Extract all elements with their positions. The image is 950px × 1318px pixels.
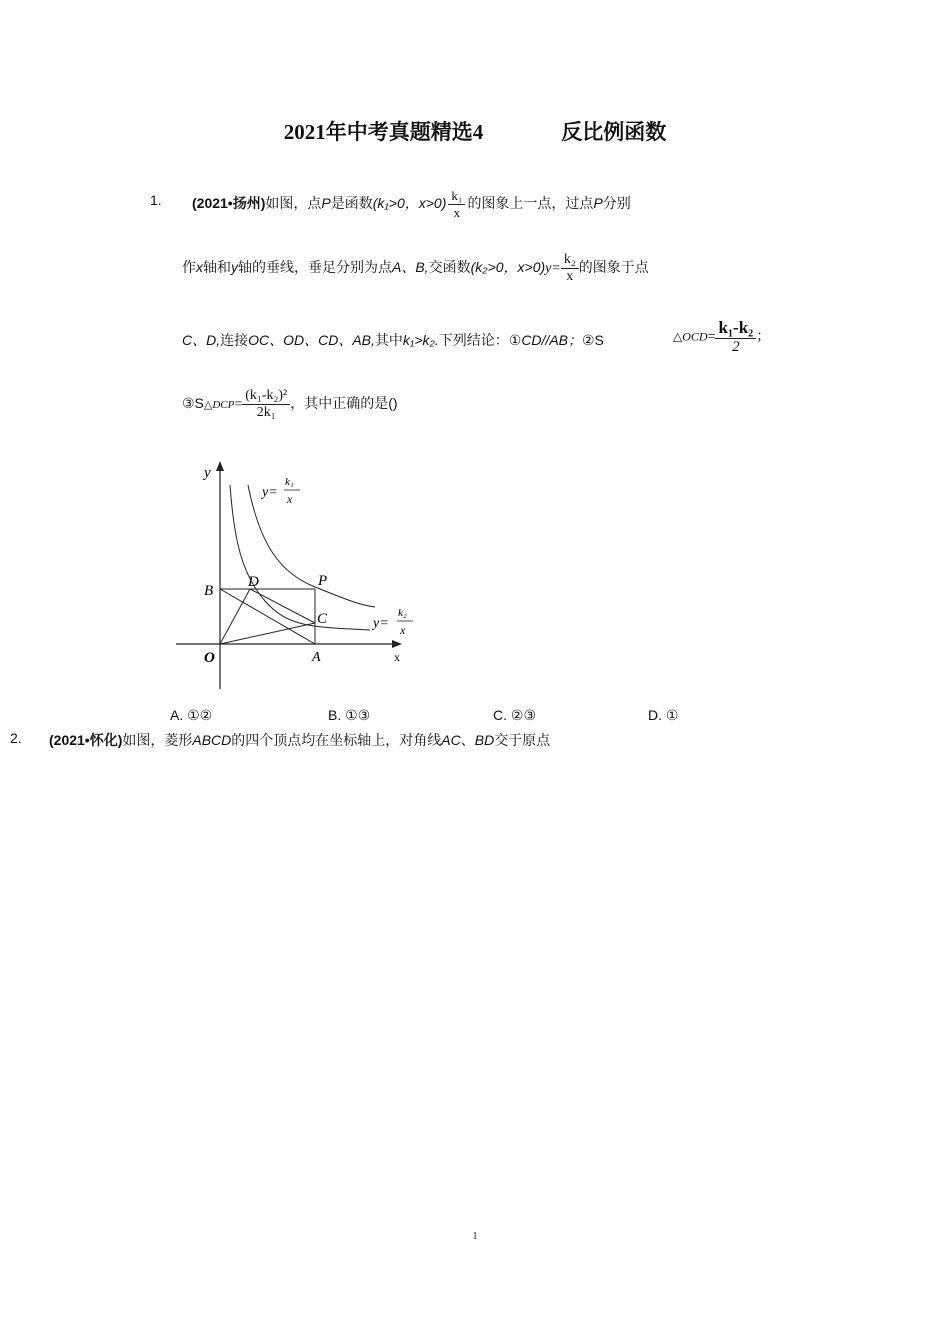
curve2-den: x <box>400 623 406 637</box>
text: 的四个顶点均在坐标轴上，对角线 <box>231 732 442 748</box>
option-c[interactable]: C. ②③ <box>493 707 536 723</box>
page-title <box>0 116 950 146</box>
label-a: A <box>312 650 321 665</box>
label-x: x <box>394 650 400 664</box>
points-ab: A、B, <box>392 259 429 276</box>
option-d[interactable]: D. ① <box>648 707 679 723</box>
question-1-source: (2021•扬州) <box>192 195 266 212</box>
equals: = <box>707 329 716 345</box>
curve1-lhs: y= <box>262 485 278 500</box>
semicolon: ； <box>756 327 771 344</box>
fraction-k2-over-x <box>561 252 579 285</box>
separator: 、 <box>460 732 475 748</box>
inequality: k₁>k₂. <box>402 332 439 348</box>
point-p: P <box>593 195 603 212</box>
curve1-den: x <box>287 492 293 506</box>
text: 下列结论：① <box>438 332 522 348</box>
question-1-number: 1. <box>150 192 162 208</box>
text: 其中 <box>374 332 403 348</box>
condition: (k₁>0，x>0) <box>372 195 447 212</box>
segment-oc <box>220 623 315 644</box>
denominator: 2k₁ <box>256 405 276 420</box>
segment-ab <box>220 589 315 644</box>
question-2-number: 2. <box>10 730 22 746</box>
denominator: x <box>453 205 461 220</box>
denominator: 2 <box>732 339 740 355</box>
question-1-figure <box>170 455 420 695</box>
label-o: O <box>204 650 215 666</box>
var-y: y <box>231 259 238 276</box>
numerator: k₁-k₂ <box>715 318 756 339</box>
label-c: C <box>317 611 328 627</box>
label-b: B <box>204 583 214 599</box>
conclusion-2-formula <box>673 318 770 356</box>
numerator: k₂ <box>561 252 579 269</box>
segment-cd <box>250 589 315 623</box>
segments: OC、OD、CD、AB, <box>248 332 375 348</box>
fraction-conclusion-3 <box>242 388 290 421</box>
text: 如图，菱形 <box>122 732 193 748</box>
conclusion-3: ③S <box>182 395 204 412</box>
text: 轴和 <box>203 259 231 276</box>
text: 交于原点 <box>494 732 551 748</box>
text: 连接 <box>220 332 249 348</box>
point-p: P <box>321 195 331 212</box>
var-x: x <box>196 259 203 276</box>
text: ，其中正确的是() <box>290 395 398 412</box>
page-number: 1 <box>472 1231 478 1242</box>
numerator: k₁ <box>448 188 465 205</box>
question-1-line-3 <box>182 330 604 350</box>
question-1-line-2 <box>182 252 649 285</box>
diagonal-bd: BD <box>474 732 495 748</box>
label-p: P <box>318 573 328 589</box>
curve-k2 <box>230 485 370 630</box>
subscript-ocd: △OCD <box>673 329 708 344</box>
fraction-k1-over-x <box>448 188 465 221</box>
label-d: D <box>248 574 259 590</box>
diagonal-ac: AC <box>441 732 461 748</box>
text: 如图，点 <box>265 195 322 212</box>
text: 轴的垂线，垂足分别为点 <box>238 259 392 276</box>
fraction-k1-minus-k2-over-2 <box>715 318 756 356</box>
curve1-num: k₁ <box>285 476 294 488</box>
text: 作 <box>182 259 196 276</box>
question-2-source: (2021•怀化) <box>49 732 123 748</box>
text: 是函数 <box>330 195 373 212</box>
question-1-line-1 <box>192 188 631 221</box>
subscript-dcp: △DCP <box>203 399 235 412</box>
y-axis-arrow <box>216 461 224 471</box>
title-main: 2021年中考真题精选4 <box>283 120 484 144</box>
option-a[interactable]: A. ①② <box>170 707 213 723</box>
text: 交函数 <box>428 259 471 276</box>
curve2-num: k₂ <box>398 607 407 619</box>
x-axis-arrow <box>392 640 402 648</box>
text: 分别 <box>602 195 631 212</box>
condition: (k₂>0，x>0) <box>470 259 546 276</box>
option-b[interactable]: B. ①③ <box>328 707 371 723</box>
y-equals: y= <box>545 261 561 277</box>
question-2-line-1 <box>49 730 550 750</box>
denominator: x <box>566 269 574 284</box>
conclusion-1: CD//AB； <box>521 332 582 348</box>
question-1-line-4 <box>182 388 398 421</box>
text: 的图象上一点，过点 <box>467 195 594 212</box>
conclusion-2: ②S <box>582 332 604 348</box>
points-cd: C、D, <box>182 332 221 348</box>
curve2-lhs: y= <box>373 616 389 631</box>
title-topic: 反比例函数 <box>561 121 667 144</box>
text: 的图象于点 <box>578 259 649 276</box>
equals: = <box>234 397 243 413</box>
numerator: (k₁-k₂)² <box>242 388 290 405</box>
rhombus-abcd: ABCD <box>192 732 232 748</box>
label-y: y <box>204 465 211 481</box>
